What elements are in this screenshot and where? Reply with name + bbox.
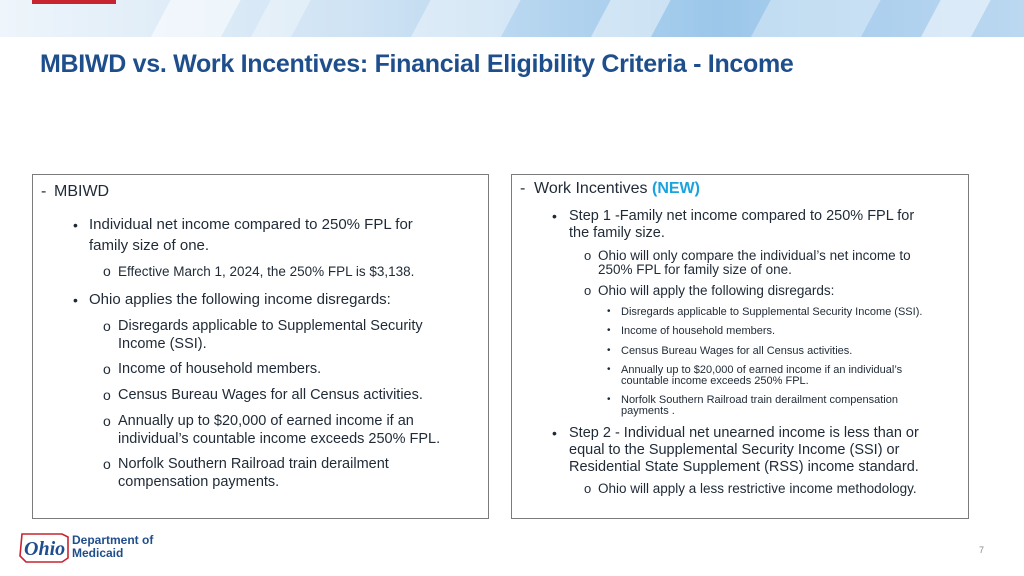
list-item: Disregards applicable to Supplemental Security Income (SSI).: [621, 306, 923, 318]
sub-bullet-icon: o: [584, 283, 592, 298]
banner-stripe: [404, 0, 526, 37]
list-item: Step 2 - Individual net unearned income is less than or: [569, 425, 919, 441]
sub-bullet-icon: o: [103, 413, 111, 429]
panel-heading: MBIWD: [54, 183, 110, 200]
list-item: Individual net income compared to 250% FPL for: [89, 216, 413, 233]
list-item: Norfolk Southern Railroad train derailment compensation: [621, 394, 898, 406]
banner-stripe: [244, 0, 316, 37]
list-item: Census Bureau Wages for all Census activities.: [118, 387, 423, 403]
sub-bullet-icon: o: [584, 481, 592, 496]
list-item: payments .: [621, 405, 675, 417]
sub-bullet-icon: o: [103, 318, 111, 334]
list-item: family size of one.: [89, 237, 210, 254]
bullet-icon: •: [607, 306, 611, 317]
banner-stripe: [144, 0, 246, 37]
sub-bullet-icon: o: [103, 456, 111, 472]
banner-stripe: [744, 0, 886, 37]
list-item: Effective March 1, 2024, the 250% FPL is $3,138.: [118, 264, 415, 279]
list-item: equal to the Supplemental Security Income (SSI) or: [569, 442, 900, 458]
dash-bullet: -: [520, 180, 526, 197]
list-item: Income (SSI).: [118, 336, 207, 352]
list-item: Income of household members.: [118, 361, 322, 377]
bullet-icon: •: [552, 208, 557, 224]
panel-heading-text: Work Incentives: [534, 180, 648, 197]
mbiwd-panel: [32, 174, 489, 519]
work-incentives-panel: [511, 174, 969, 519]
list-item: Annually up to $20,000 of earned income if an: [118, 413, 414, 429]
list-item: Ohio applies the following income disregards:: [89, 291, 391, 308]
bullet-icon: •: [607, 345, 611, 356]
list-item: Ohio will apply a less restrictive income methodology.: [598, 481, 917, 496]
list-item: individual’s countable income exceeds 250% FPL.: [118, 431, 441, 447]
list-item: Census Bureau Wages for all Census activities.: [621, 345, 853, 357]
list-item: Income of household members.: [621, 325, 776, 337]
list-item: Ohio will only compare the individual’s net income to: [598, 248, 911, 263]
agency-name-line1: Department of: [72, 533, 154, 547]
list-item: Ohio will apply the following disregards:: [598, 283, 835, 298]
page-title: MBIWD vs. Work Incentives: Financial Eligibility Criteria - Income: [40, 50, 794, 78]
dash-bullet: -: [41, 183, 47, 200]
list-item: Residential State Supplement (RSS) income standard.: [569, 459, 919, 475]
list-item: countable income exceeds 250% FPL.: [621, 375, 809, 387]
bullet-icon: •: [607, 394, 611, 405]
list-item: Disregards applicable to Supplemental Security: [118, 318, 423, 334]
panel-heading: [534, 180, 700, 198]
sub-bullet-icon: o: [103, 361, 111, 377]
sub-bullet-icon: o: [103, 387, 111, 403]
list-item: the family size.: [569, 225, 665, 241]
sub-bullet-icon: o: [103, 263, 111, 279]
banner-stripe: [914, 0, 996, 37]
agency-name: [72, 534, 153, 560]
list-item: Step 1 -Family net income compared to 250% FPL for: [569, 208, 915, 224]
new-badge: (NEW): [651, 180, 700, 197]
bullet-icon: •: [73, 217, 78, 233]
bullet-icon: •: [73, 292, 78, 308]
bullet-icon: •: [607, 364, 611, 375]
accent-tab: [32, 0, 116, 4]
header-banner: [0, 0, 1024, 37]
bullet-icon: •: [607, 325, 611, 336]
list-item: Norfolk Southern Railroad train derailment: [118, 456, 389, 472]
agency-name-line2: Medicaid: [72, 546, 124, 560]
list-item: Annually up to $20,000 of earned income if an individual’s: [621, 364, 903, 376]
page-number: 7: [979, 545, 985, 555]
banner-stripe: [584, 0, 676, 37]
bullet-icon: •: [552, 425, 557, 441]
sub-bullet-icon: o: [584, 248, 592, 263]
list-item: compensation payments.: [118, 474, 280, 490]
list-item: 250% FPL for family size of one.: [598, 262, 792, 277]
ohio-wordmark: Ohio: [24, 538, 66, 560]
